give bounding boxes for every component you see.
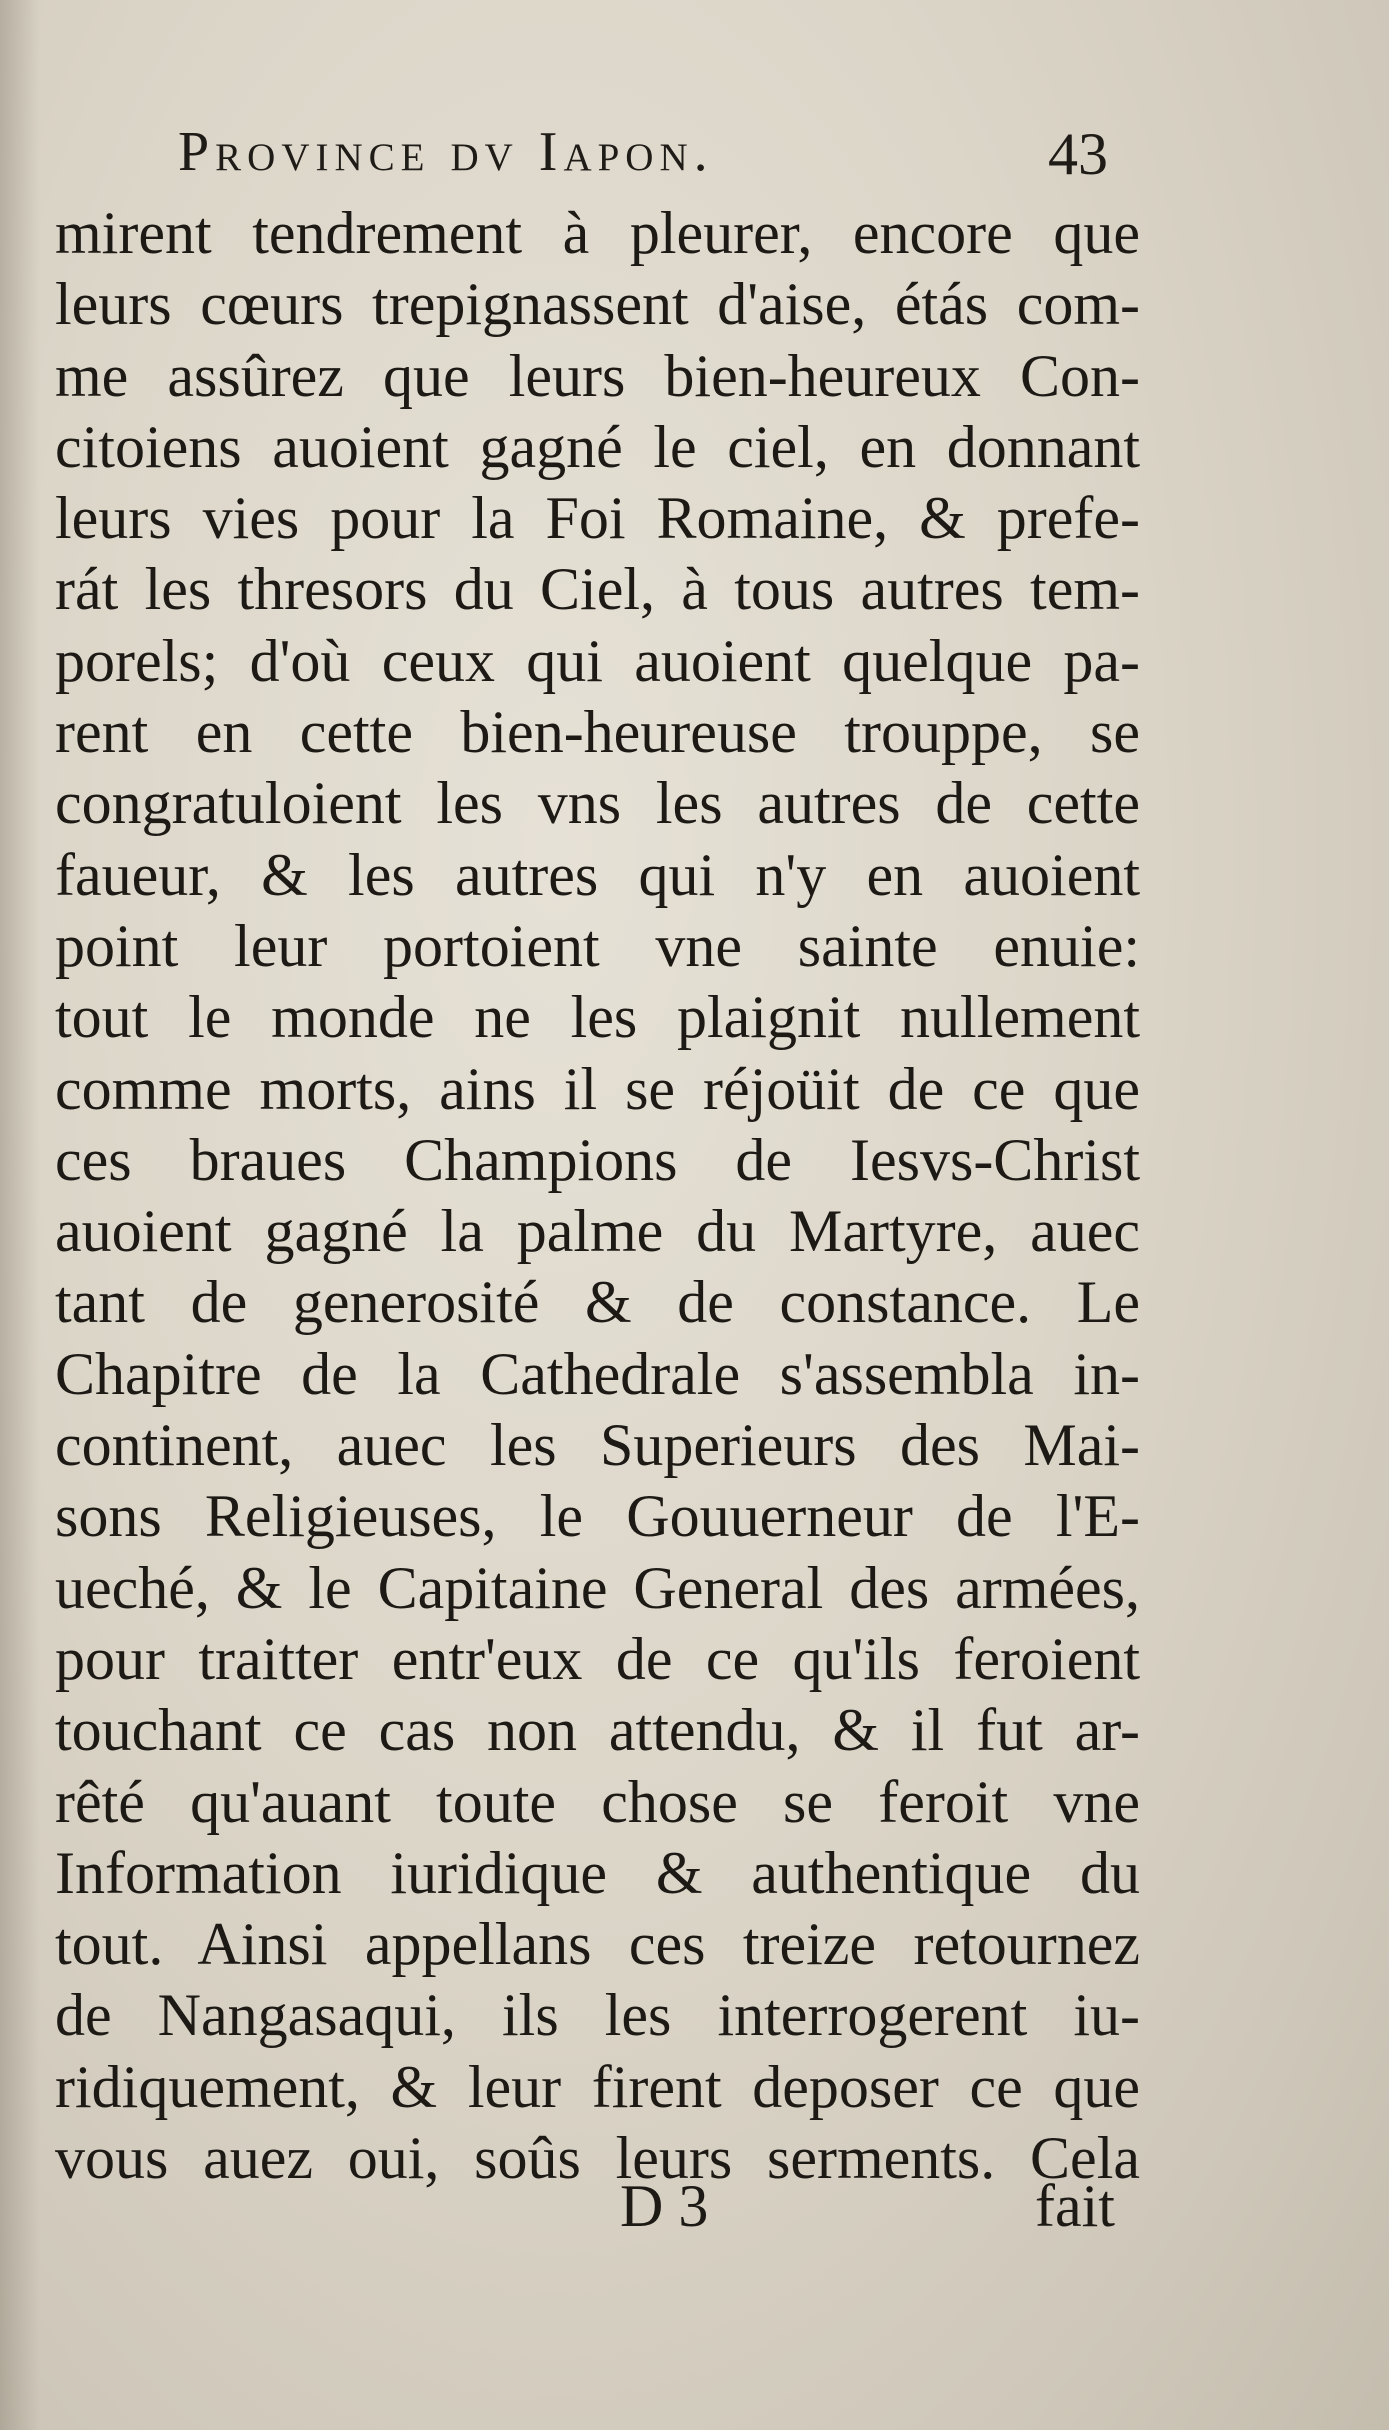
page-footer — [0, 2172, 1389, 2252]
text-line: touchant ce cas non attendu, & il fut ar- — [55, 1697, 1140, 1764]
body-text — [55, 198, 1140, 2194]
page-number: 43 — [1048, 121, 1108, 187]
text-line: me assûrez que leurs bien-heureux Con- — [55, 342, 1140, 409]
text-line: pour traitter entr'eux de ce qu'ils feroient — [55, 1625, 1140, 1692]
text-line: ridiquement, & leur firent deposer ce que — [55, 2053, 1140, 2120]
text-line: point leur portoient vne sainte enuie: — [55, 912, 1140, 979]
text-line: rêté qu'auant toute chose se feroit vne — [55, 1768, 1140, 1835]
text-line: tant de generosité & de constance. Le — [55, 1269, 1140, 1336]
text-line: mirent tendrement à pleurer, encore que — [55, 200, 1140, 266]
text-line: comme morts, ains il se réjoüit de ce que — [55, 1055, 1140, 1122]
signature-mark: D 3 — [620, 2173, 709, 2239]
text-line: leurs vies pour la Foi Romaine, & prefe- — [55, 485, 1140, 552]
text-line: auoient gagné la palme du Martyre, auec — [55, 1198, 1140, 1265]
text-line: ueché, & le Capitaine General des armées, — [55, 1554, 1140, 1621]
text-line: congratuloient les vns les autres de cette — [55, 770, 1140, 837]
text-line: tout le monde ne les plaignit nullement — [55, 984, 1140, 1051]
text-line: Chapitre de la Cathedrale s'assembla in- — [55, 1340, 1140, 1407]
text-line: vous auez oui, soûs leurs serments. Cela — [55, 2125, 1140, 2192]
catchword: fait — [1035, 2173, 1115, 2239]
text-line: leurs cœurs trepignassent d'aise, étás com- — [55, 271, 1140, 338]
text-line: faueur, & les autres qui n'y en auoient — [55, 841, 1140, 908]
text-line: continent, auec les Superieurs des Mai- — [55, 1412, 1140, 1479]
running-title: Province dv Iapon. — [178, 121, 714, 183]
text-line: ces braues Champions de Iesvs-Christ — [55, 1126, 1140, 1193]
text-line: porels; d'où ceux qui auoient quelque pa- — [55, 627, 1140, 694]
page-header — [0, 120, 1389, 200]
text-line: sons Religieuses, le Gouuerneur de l'E- — [55, 1483, 1140, 1550]
text-line: de Nangasaqui, ils les interrogerent iu- — [55, 1982, 1140, 2049]
text-line: citoiens auoient gagné le ciel, en donnant — [55, 413, 1140, 480]
text-line: rent en cette bien-heureuse trouppe, se — [55, 699, 1140, 766]
text-line: tout. Ainsi appellans ces treize retournez — [55, 1911, 1140, 1978]
text-line: Information iuridique & authentique du — [55, 1839, 1140, 1906]
text-line: rát les thresors du Ciel, à tous autres tem- — [55, 556, 1140, 623]
